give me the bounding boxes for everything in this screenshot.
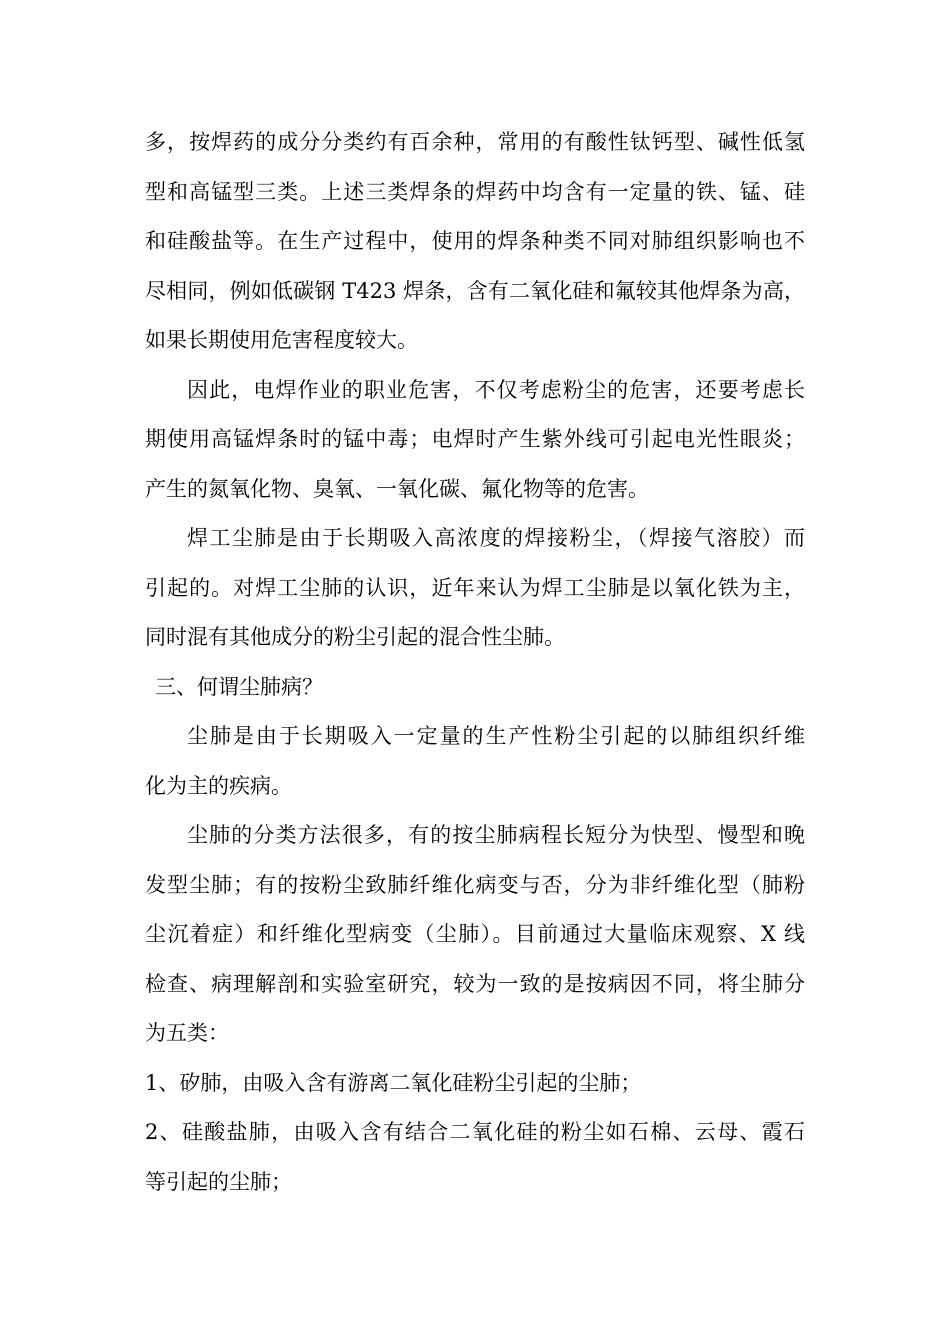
section-heading — [145, 663, 805, 713]
text-line: 尘肺是由于长期吸入一定量的生产性粉尘引起的以肺组织纤维 — [187, 724, 805, 748]
text-line: 检查、病理解剖和实验室研究，较为一致的是按病因不同，将尘肺分 — [145, 971, 805, 996]
section-heading-text: 三、何谓尘肺病？ — [155, 674, 323, 699]
list-item-silicosis — [145, 1059, 805, 1109]
list-item-silicate-pneumoconiosis — [145, 1108, 805, 1207]
paragraph-pneumoconiosis-definition — [145, 712, 805, 811]
text-line: 发型尘肺；有的按粉尘致肺纤维化病变与否，分为非纤维化型（肺粉 — [145, 872, 805, 897]
text-line: 2、硅酸盐肺，由吸入含有结合二氧化硅的粉尘如石棉、云母、霞石 — [145, 1120, 805, 1144]
paragraph-pneumoconiosis-classification — [145, 811, 805, 1059]
paragraph-welding-hazards — [145, 366, 805, 515]
text-line: 1、矽肺，由吸入含有游离二氧化硅粉尘引起的尘肺； — [145, 1070, 642, 1095]
text-line: 尘肺的分类方法很多，有的按尘肺病程长短分为快型、慢型和晚 — [187, 823, 805, 847]
text-line: 同时混有其他成分的粉尘引起的混合性尘肺。 — [145, 625, 565, 649]
paragraph-welding-rod-types — [145, 118, 805, 366]
text-line: 为五类： — [145, 1021, 229, 1045]
text-line: 等引起的尘肺； — [145, 1169, 292, 1194]
text-line: 尽相同，例如低碳钢 T423 焊条，含有二氧化硅和氟较其他焊条为高， — [145, 278, 805, 303]
document-body — [145, 118, 805, 1207]
text-line: 化为主的疾病。 — [145, 773, 292, 798]
text-line: 期使用高锰焊条时的锰中毒；电焊时产生紫外线可引起电光性眼炎； — [145, 427, 805, 451]
text-line: 因此，电焊作业的职业危害，不仅考虑粉尘的危害，还要考虑长 — [187, 377, 805, 402]
text-line: 和硅酸盐等。在生产过程中，使用的焊条种类不同对肺组织影响也不 — [145, 229, 805, 253]
text-line: 产生的氮氧化物、臭氧、一氧化碳、氟化物等的危害。 — [145, 476, 649, 501]
text-line: 多，按焊药的成分分类约有百余种，常用的有酸性钛钙型、碱性低氢 — [145, 130, 805, 154]
paragraph-welder-pneumoconiosis — [145, 514, 805, 663]
text-line: 型和高锰型三类。上述三类焊条的焊药中均含有一定量的铁、锰、硅 — [145, 179, 805, 204]
text-line: 引起的。对焊工尘肺的认识，近年来认为焊工尘肺是以氧化铁为主， — [145, 575, 805, 600]
text-line: 如果长期使用危害程度较大。 — [145, 328, 418, 352]
text-line: 焊工尘肺是由于长期吸入高浓度的焊接粉尘，（焊接气溶胶）而 — [187, 526, 805, 550]
text-line: 尘沉着症）和纤维化型病变（尘肺）。目前通过大量临床观察、X 线 — [145, 922, 805, 946]
